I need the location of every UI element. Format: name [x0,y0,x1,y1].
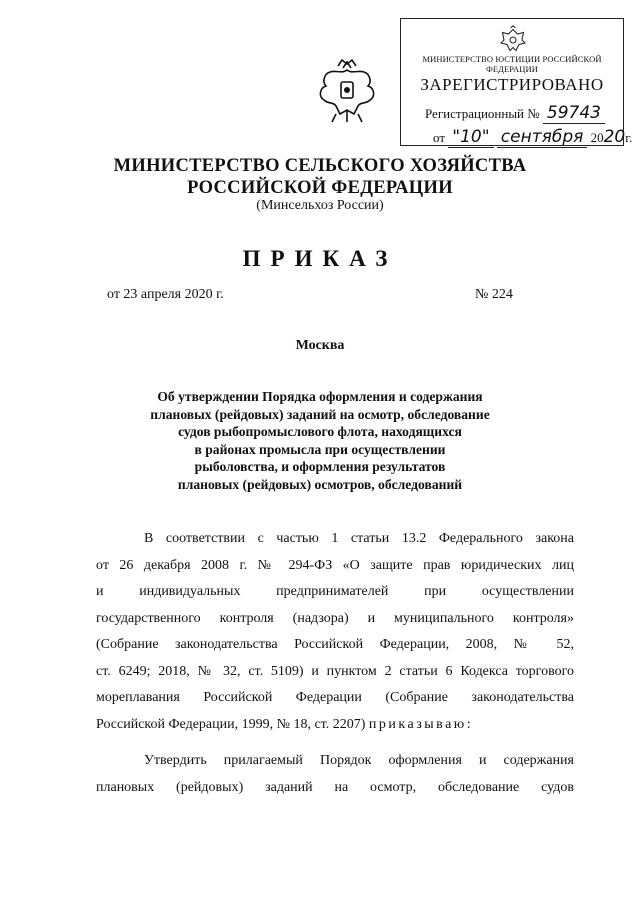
paragraph-last-line [96,712,574,739]
order-word: приказываю: [368,716,474,732]
paragraph-line: мореплавания Российской Федерации (Собрание законодательства [96,690,574,705]
ministry-title [0,155,640,199]
preamble-paragraph [96,526,574,738]
stamp-registered-label: ЗАРЕГИСТРИРОВАНО [420,75,604,94]
stamp-ministry-name: МИНИСТЕРСТВО ЮСТИЦИИ РОССИЙСКОЙ ФЕДЕРАЦИИ [422,54,602,74]
stamp-date-day: "10" [448,127,493,148]
subject-line: рыболовства, и оформления результатов [194,459,446,475]
stamp-date-year-prefix: 20 [590,130,604,145]
stamp-reg-label: Регистрационный № [425,106,540,121]
order-number: № 224 [475,287,513,302]
ministry-title-line1: МИНИСТЕРСТВО СЕЛЬСКОГО ХОЗЯЙСТВА [113,156,527,176]
paragraph-line: (Собрание законодательства Российской Федерации, 2008, № 52, [96,637,574,652]
paragraph-line: Российской Федерации, 1999, № 18, ст. 2207) [96,716,366,732]
ministry-short-name: (Минсельхоз России) [256,198,384,213]
coat-of-arms-icon [314,56,380,126]
paragraph-line: плановых (рейдовых) заданий на осмотр, обследование судов [96,779,574,795]
stamp-date-prefix: от [433,130,446,145]
order-date: от 23 апреля 2020 г. [107,287,224,302]
paragraph-line: ст. 6249; 2018, № 32, ст. 5109) и пунктом 2 статьи 6 Кодекса торгового [96,663,574,679]
stamp-reg-number: 59743 [543,103,605,124]
subject-line: плановых (рейдовых) осмотров, обследований [177,476,463,492]
stamp-emblem-icon [498,25,528,55]
paragraph-line: Утвердить прилагаемый Порядок оформления и содержания [144,753,574,768]
paragraph-line: В соответствии с частью 1 статьи 13.2 Федерального закона [144,531,574,546]
paragraph-line: от 26 декабря 2008 г. № 294-ФЗ «О защите прав юридических лиц [96,557,574,573]
subject-line: Об утверждении Порядка оформления и содержания [157,389,483,404]
stamp-date-line [433,127,632,147]
stamp-registration-number-line [425,103,605,123]
registration-stamp [400,18,633,147]
document-type-title: ПРИКАЗ [242,246,398,271]
order-subject [0,388,640,494]
stamp-date-year-suffix: 20 [603,127,626,147]
paragraph-line: и индивидуальных предпринимателей при осуществлении [96,584,574,599]
subject-line: судов рыбопромыслового флота, находящихся [178,424,462,440]
city-name: Москва [295,338,345,353]
ministry-title-line2: РОССИЙСКОЙ ФЕДЕРАЦИИ [187,178,453,198]
paragraph-line: государственного контроля (надзора) и муниципального контроля» [96,610,574,626]
order-paragraph [96,748,574,801]
stamp-date-suffix: г. [625,130,633,145]
stamp-date-month: сентября [497,127,588,148]
subject-line: в районах промысла при осуществлении [194,441,446,457]
subject-line: плановых (рейдовых) заданий на осмотр, обследование [150,406,490,422]
